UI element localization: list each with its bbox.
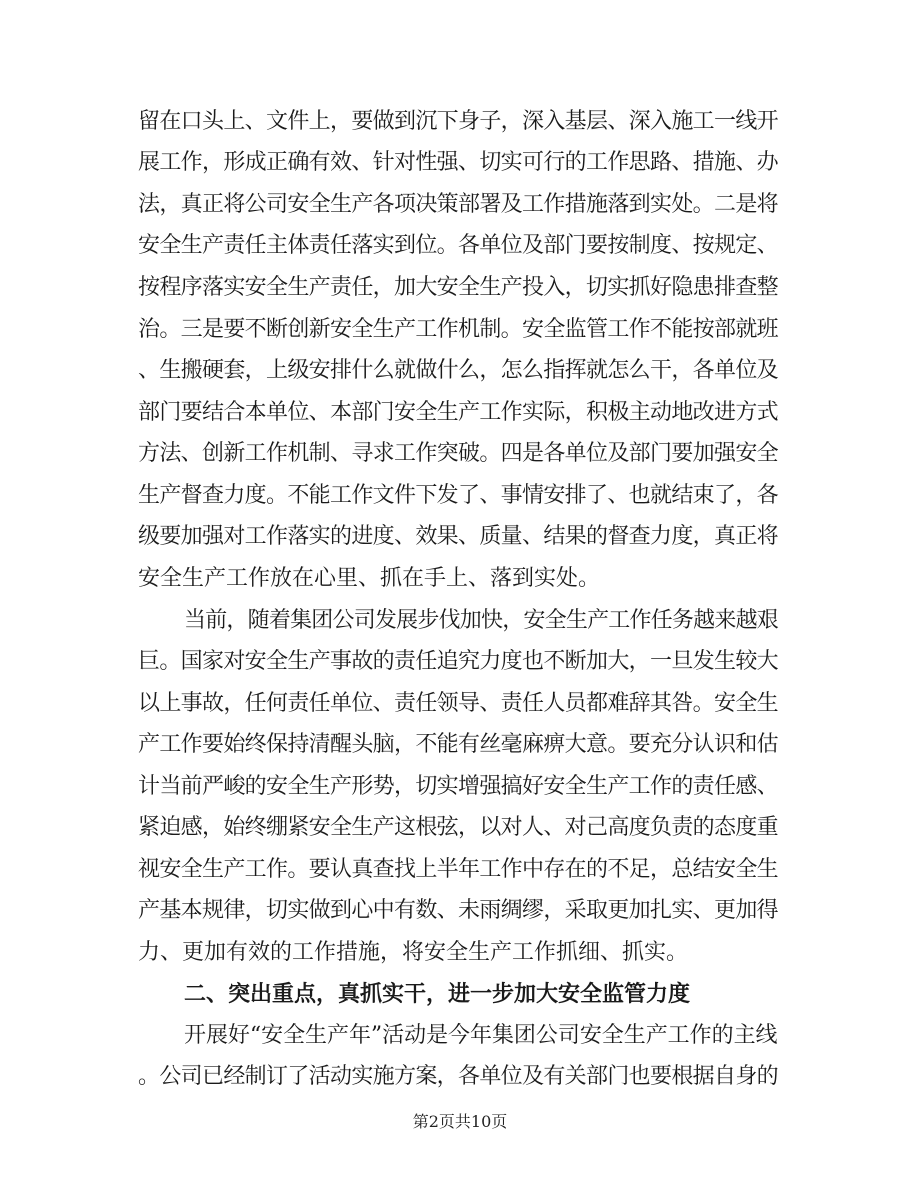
paragraph-first-line: 开展好“安全生产年”活动是今年集团公司安全生产工作的主线 (184, 1023, 778, 1048)
body-line: 安全生产工作放在心里、抓在手上、落到实处。 (138, 566, 601, 591)
body-line: 治。三是要不断创新安全生产工作机制。安全监管工作不能按部就班 (138, 317, 779, 342)
page-footer: 第2页共10页 (412, 1112, 508, 1131)
body-line: 以上事故，任何责任单位、责任领导、责任人员都难辞其咎。安全生 (138, 691, 779, 716)
body-line: 视安全生产工作。要认真查找上半年工作中存在的不足，总结安全生 (138, 857, 779, 882)
body-line: 法，真正将公司安全生产各项决策部署及工作措施落到实处。二是将 (138, 192, 779, 217)
body-line: 展工作，形成正确有效、针对性强、切实可行的工作思路、措施、办 (138, 150, 779, 175)
paragraph-first-line: 当前，随着集团公司发展步伐加快，安全生产工作任务越来越艰 (184, 608, 779, 633)
body-line: 安全生产责任主体责任落实到位。各单位及部门要按制度、按规定、 (138, 233, 779, 258)
body-line: 产基本规律，切实做到心中有数、未雨绸缪，采取更加扎实、更加得 (138, 898, 779, 923)
body-line: 巨。国家对安全生产事故的责任追究力度也不断加大，一旦发生较大 (138, 649, 779, 674)
body-line: 。公司已经制订了活动实施方案，各单位及有关部门也要根据自身的 (138, 1064, 779, 1089)
body-line: 、生搬硬套，上级安排什么就做什么，怎么指挥就怎么干，各单位及 (138, 358, 779, 383)
body-line: 方法、创新工作机制、寻求工作突破。四是各单位及部门要加强安全 (138, 441, 779, 466)
body-line: 留在口头上、文件上，要做到沉下身子，深入基层、深入施工一线开 (138, 109, 779, 134)
body-line: 生产督查力度。不能工作文件下发了、事情安排了、也就结束了，各 (138, 483, 779, 508)
body-line: 紧迫感，始终绷紧安全生产这根弦，以对人、对己高度负责的态度重 (138, 815, 779, 840)
body-line: 级要加强对工作落实的进度、效果、质量、结果的督查力度，真正将 (138, 524, 779, 549)
body-line: 计当前严峻的安全生产形势，切实增强搞好安全生产工作的责任感、 (138, 774, 779, 799)
section-heading: 二、突出重点，真抓实干，进一步加大安全监管力度 (184, 981, 691, 1007)
body-line: 按程序落实安全生产责任，加大安全生产投入，切实抓好隐患排查整 (138, 275, 779, 300)
body-line: 产工作要始终保持清醒头脑，不能有丝毫麻痹大意。要充分认识和估 (138, 732, 779, 757)
body-line: 力、更加有效的工作措施，将安全生产工作抓细、抓实。 (138, 940, 689, 965)
body-line: 部门要结合本单位、本部门安全生产工作实际，积极主动地改进方式 (138, 400, 779, 425)
